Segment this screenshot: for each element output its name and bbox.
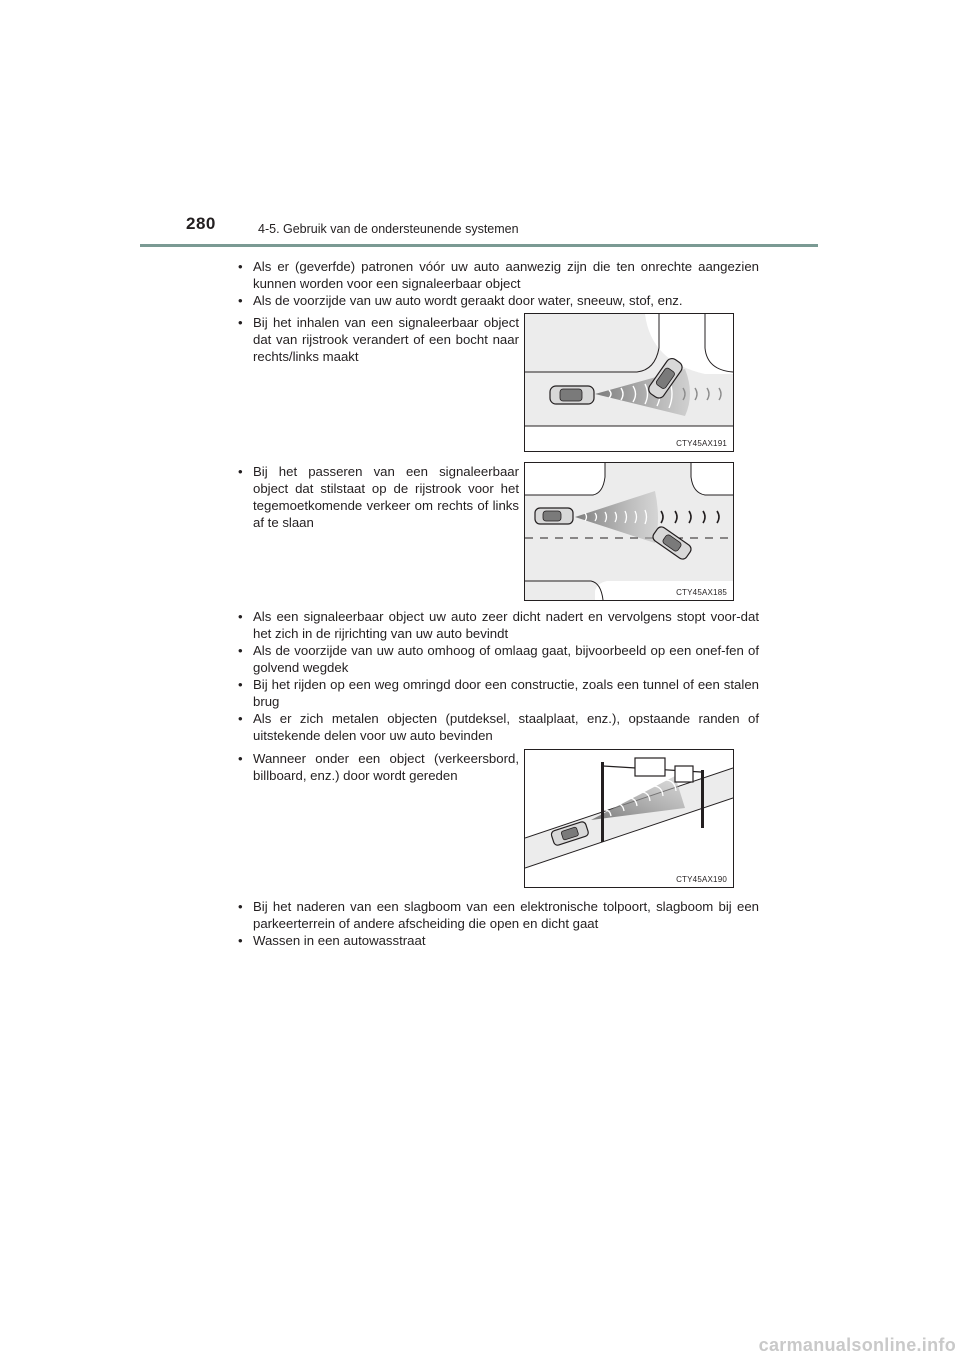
figure-overhead-sign: [524, 749, 734, 888]
list-item: • Bij het inhalen van een signaleerbaar object dat van rijstrook verandert of een bocht naar rechts/links maakt: [238, 314, 519, 365]
list-item: • Als er (geverfde) patronen vóór uw auto aanwezig zijn die ten onrechte aangezien kunnen worden voor een signaleerbaar object: [238, 258, 759, 292]
list-item: • Wassen in een autowasstraat: [238, 932, 759, 949]
page-number: 280: [186, 214, 216, 233]
figure-passing-stopped: [524, 462, 734, 601]
figure-code: CTY45AX191: [676, 439, 727, 448]
list-item: • Wanneer onder een object (verkeersbord, billboard, enz.) door wordt gereden: [238, 750, 519, 784]
list-item: • Als de voorzijde van uw auto wordt geraakt door water, sneeuw, stof, enz.: [238, 292, 759, 309]
header-rule: [140, 244, 818, 247]
figure-overtaking: [524, 313, 734, 452]
list-item: • Als een signaleerbaar object uw auto zeer dicht nadert en vervolgens stopt voor-dat het zich in de rijrichting van uw auto bevindt: [238, 608, 759, 642]
list-item: • Bij het passeren van een signaleerbaar object dat stilstaat op de rijstrook voor het tegemoetkomende verkeer om rechts of links af te slaan: [238, 463, 519, 531]
figure-code: CTY45AX185: [676, 588, 727, 597]
watermark: carmanualsonline.info: [758, 1335, 956, 1355]
list-item: • Bij het naderen van een slagboom van een elektronische tolpoort, slagboom bij een parkeerterrein of andere afscheiding die open en dicht gaat: [238, 898, 759, 932]
list-item: • Bij het rijden op een weg omringd door een constructie, zoals een tunnel of een stalen brug: [238, 676, 759, 710]
section-title: 4-5. Gebruik van de ondersteunende systemen: [258, 222, 519, 236]
figure-code: CTY45AX190: [676, 875, 727, 884]
list-item: • Als er zich metalen objecten (putdeksel, staalplaat, enz.), opstaande randen of uitstekende delen voor uw auto bevinden: [238, 710, 759, 744]
list-item: • Als de voorzijde van uw auto omhoog of omlaag gaat, bijvoorbeeld op een onef-fen of golvend wegdek: [238, 642, 759, 676]
